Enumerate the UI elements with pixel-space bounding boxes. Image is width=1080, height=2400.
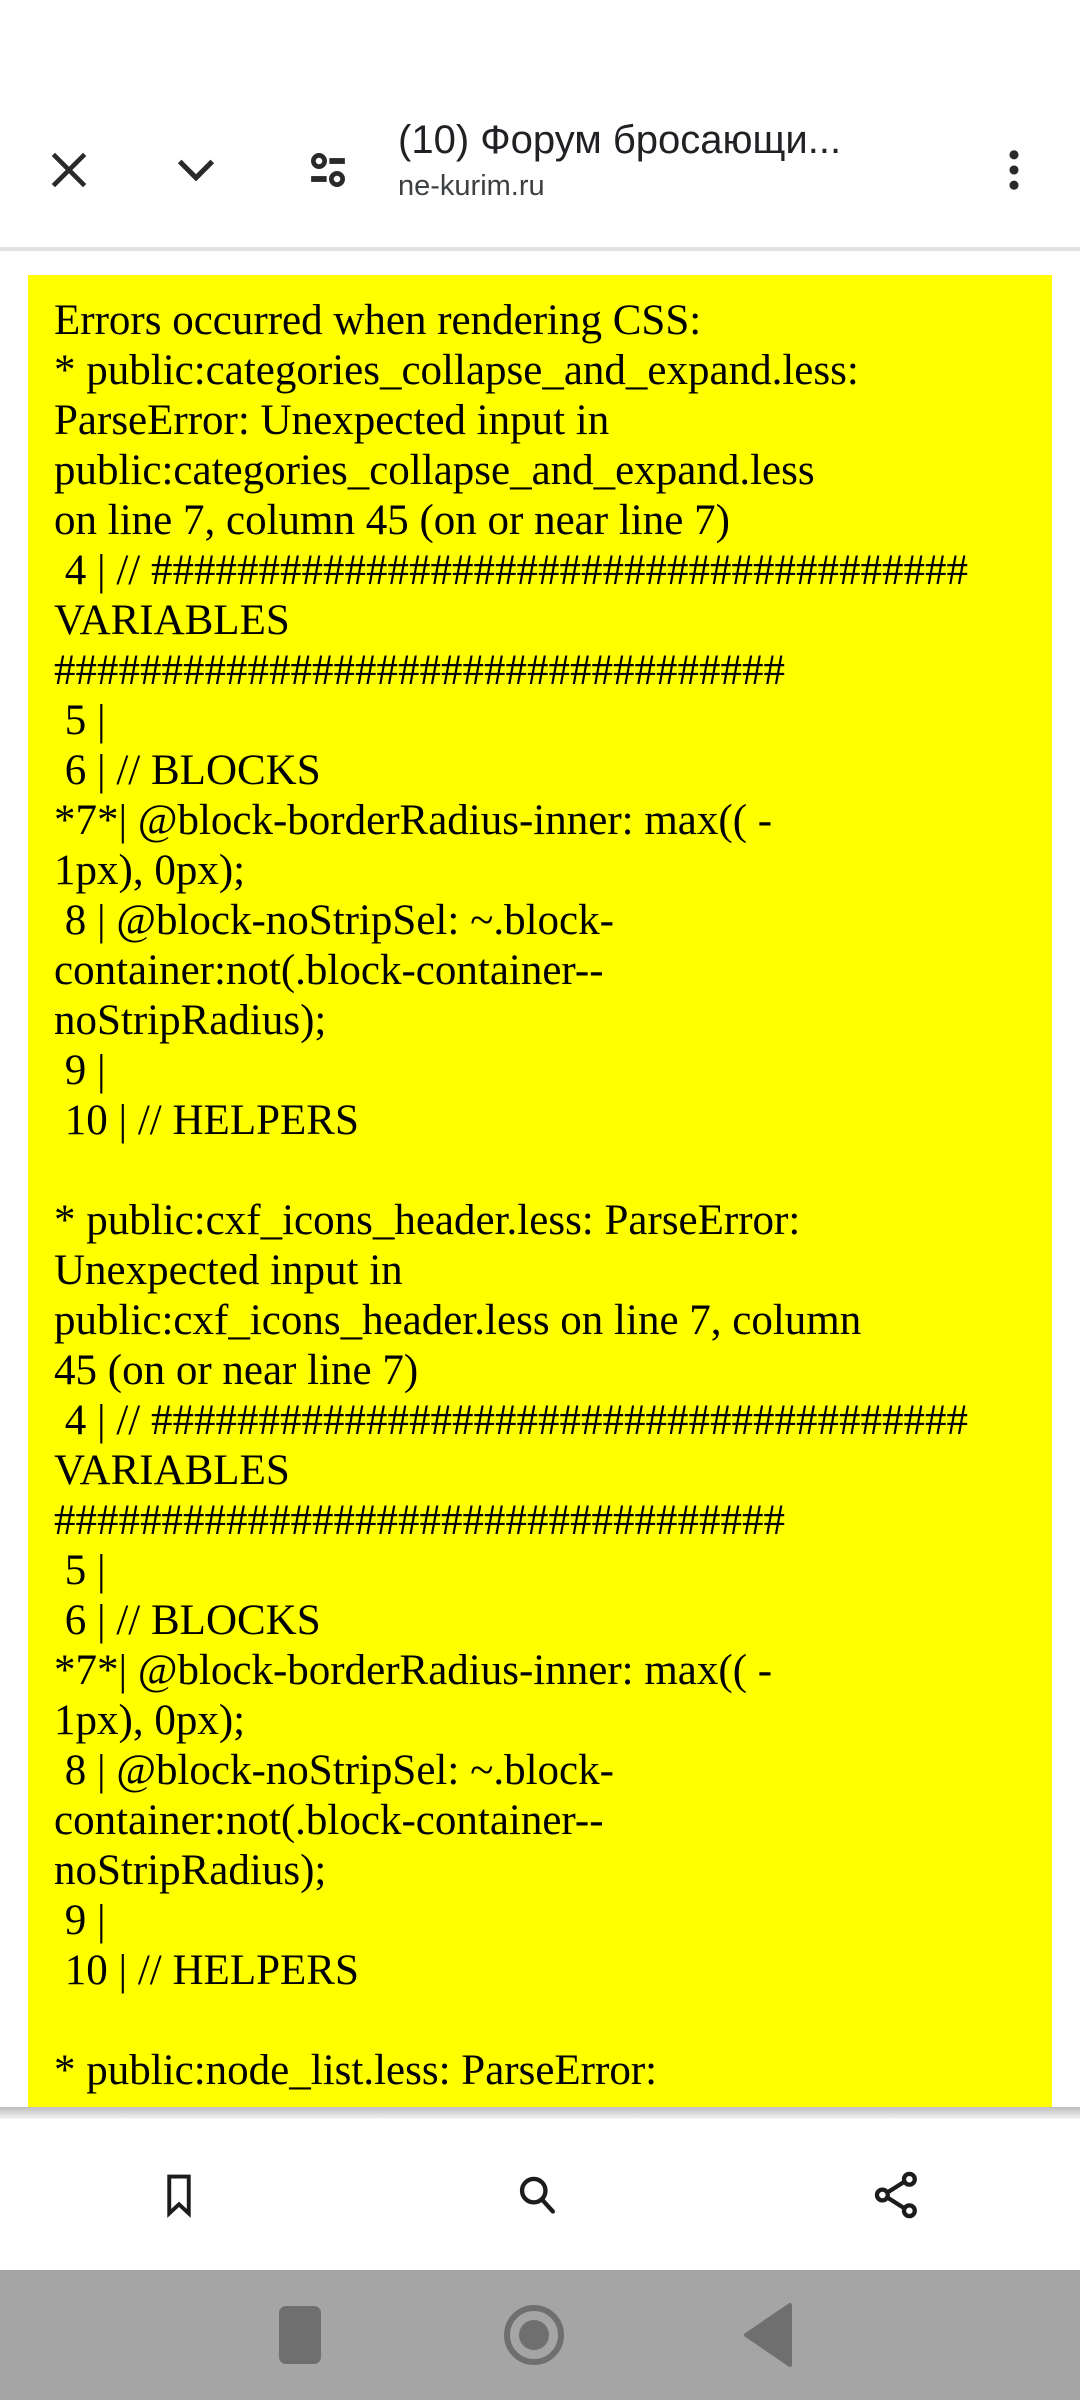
overflow-menu-button[interactable] xyxy=(978,134,1050,206)
recents-button[interactable] xyxy=(262,2300,338,2370)
error-text-line: 1px), 0px); xyxy=(54,1697,246,1744)
error-text-line: 5 | xyxy=(54,697,106,744)
webpage-content xyxy=(0,251,1080,2107)
error-text-line: 6 | // BLOCKS xyxy=(54,747,321,794)
back-button[interactable] xyxy=(730,2300,806,2370)
error-text-line: 4 | // ###################################### xyxy=(54,547,969,594)
error-text-line: ################################## xyxy=(54,1497,785,1544)
error-text-line: * public:cxf_icons_header.less: ParseError: xyxy=(54,1197,801,1244)
custom-tab-header xyxy=(0,0,1080,247)
close-icon xyxy=(41,142,97,198)
error-text-line: 10 | // HELPERS xyxy=(54,1947,359,1994)
error-lines xyxy=(54,296,1042,2096)
search-button[interactable] xyxy=(497,2155,577,2235)
bottom-toolbar xyxy=(0,2119,1080,2270)
error-text-line: container:not(.block-container-- xyxy=(54,1797,604,1844)
android-nav-bar xyxy=(0,2270,1080,2400)
error-text-line: VARIABLES xyxy=(54,597,290,644)
home-button[interactable] xyxy=(496,2300,572,2370)
error-text-line: 9 | xyxy=(54,1047,106,1094)
error-text-line: 6 | // BLOCKS xyxy=(54,1597,321,1644)
error-text-line: 45 (on or near line 7) xyxy=(54,1347,419,1394)
tune-button[interactable] xyxy=(292,134,364,206)
error-text-line: on line 7, column 45 (on or near line 7) xyxy=(54,497,730,544)
error-text-line: * public:node_list.less: ParseError: xyxy=(54,2047,658,2094)
error-text-line xyxy=(54,1996,1042,2046)
recents-icon xyxy=(278,2305,322,2365)
search-icon xyxy=(511,2169,563,2221)
tune-icon xyxy=(301,143,355,197)
error-text-line: container:not(.block-container-- xyxy=(54,947,604,994)
error-text-line: public:cxf_icons_header.less on line 7, column xyxy=(54,1297,862,1344)
error-text-line: *7*| @block-borderRadius-inner: max(( - xyxy=(54,1647,773,1694)
chevron-down-icon xyxy=(167,141,225,199)
bookmark-button[interactable] xyxy=(139,2155,219,2235)
page-url: ne-kurim.ru xyxy=(398,170,545,202)
overflow-menu-icon xyxy=(988,144,1040,196)
error-text-line: public:categories_collapse_and_expand.less xyxy=(54,447,815,494)
error-text-line: 1px), 0px); xyxy=(54,847,246,894)
error-text-line: 4 | // ###################################### xyxy=(54,1397,969,1444)
error-text-line: 8 | @block-noStripSel: ~.block- xyxy=(54,1747,614,1794)
bookmark-icon xyxy=(153,2169,205,2221)
error-text-line: 10 | // HELPERS xyxy=(54,1097,359,1144)
error-text-line xyxy=(54,1146,1042,1196)
share-icon xyxy=(870,2168,924,2222)
home-icon xyxy=(503,2304,565,2366)
error-text-line: 9 | xyxy=(54,1897,106,1944)
error-text-line: Unexpected input in xyxy=(54,1247,403,1294)
share-button[interactable] xyxy=(857,2155,937,2235)
error-text-line: Errors occurred when rendering CSS: xyxy=(54,297,702,344)
close-button[interactable] xyxy=(33,134,105,206)
error-text-line: VARIABLES xyxy=(54,1447,290,1494)
error-text-line: 5 | xyxy=(54,1547,106,1594)
error-text-line: noStripRadius); xyxy=(54,997,327,1044)
toolbar-top-shadow xyxy=(0,2107,1080,2119)
error-text-line: 8 | @block-noStripSel: ~.block- xyxy=(54,897,614,944)
error-text-line: ################################## xyxy=(54,647,785,694)
error-text-line: *7*| @block-borderRadius-inner: max(( - xyxy=(54,797,773,844)
page-title: (10) Форум бросающи... xyxy=(398,118,842,162)
page-title-block xyxy=(398,114,958,206)
css-error-box xyxy=(28,275,1052,2107)
error-text-line: noStripRadius); xyxy=(54,1847,327,1894)
error-text-line: ParseError: Unexpected input in xyxy=(54,397,610,444)
back-icon xyxy=(743,2303,793,2367)
error-text-line: * public:categories_collapse_and_expand.less: xyxy=(54,347,859,394)
collapse-tab-button[interactable] xyxy=(160,134,232,206)
